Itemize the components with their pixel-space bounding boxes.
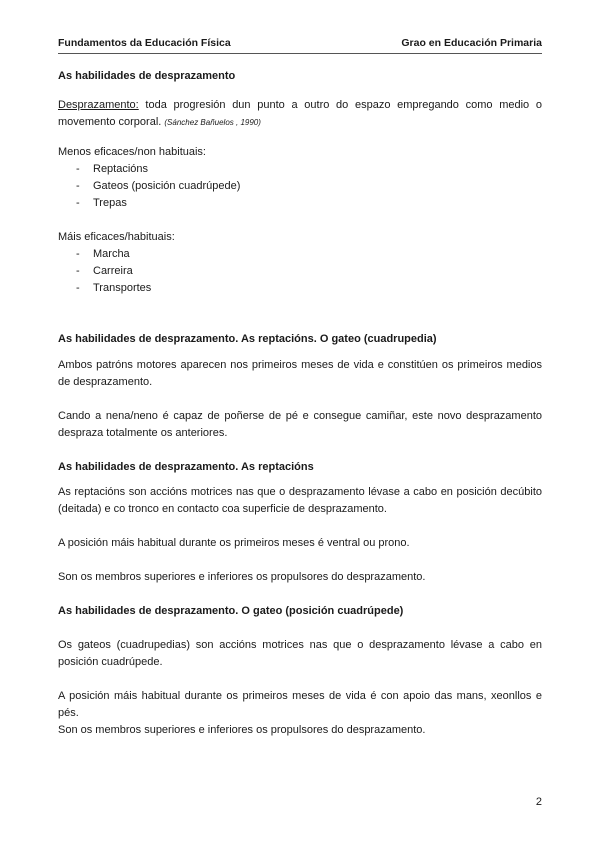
section-heading: As habilidades de desprazamento. O gateo (posición cuadrúpede): [58, 605, 404, 617]
definition-term: Desprazamento:: [58, 99, 139, 111]
list-item: - Transportes: [76, 282, 152, 294]
paragraph: Son os membros superiores e inferiores os propulsores do desprazamento.: [58, 724, 426, 736]
paragraph: Ambos patróns motores aparecen nos primeiros meses de vida e constitúen os primeiros medios de desprazamento.: [58, 359, 542, 388]
list-item: - Carreira: [76, 265, 133, 277]
paragraph: Cando a nena/neno é capaz de poñerse de pé e consegue camiñar, este novo desprazamento despraza totalmente os anteriores.: [58, 410, 542, 439]
header-degree-title: Grao en Educación Primaria: [401, 37, 542, 49]
paragraph: Son os membros superiores e inferiores os propulsores do desprazamento.: [58, 571, 426, 583]
section-heading: As habilidades de desprazamento. As reptacións: [58, 461, 314, 473]
list-item: - Reptacións: [76, 163, 149, 175]
paragraph: As reptacións son accións motrices nas que o desprazamento lévase a cabo en posición decúbito (deitada) e co tronco en contacto coa superficie de desprazamento.: [58, 486, 542, 515]
paragraph: A posición máis habitual durante os primeiros meses de vida é con apoio das mans, xeonllos e pés.: [58, 690, 542, 719]
section-heading: As habilidades de desprazamento. As reptacións. O gateo (cuadrupedia): [58, 333, 437, 345]
list-item: - Marcha: [76, 248, 130, 260]
citation: (Sánchez Bañuelos , 1990): [164, 118, 261, 127]
paragraph: A posición máis habitual durante os primeiros meses é ventral ou prono.: [58, 537, 410, 549]
header-course-title: Fundamentos da Educación Física: [58, 37, 231, 49]
less-effective-label: Menos eficaces/non habituais:: [58, 146, 206, 158]
page-header: [58, 37, 542, 54]
more-effective-label: Máis eficaces/habituais:: [58, 231, 175, 243]
list-item: - Trepas: [76, 197, 127, 209]
list-item: - Gateos (posición cuadrúpede): [76, 180, 241, 192]
page-number: 2: [535, 796, 542, 808]
paragraph: Os gateos (cuadrupedias) son accións motrices nas que o desprazamento lévase a cabo en posición cuadrúpede.: [58, 639, 542, 668]
section-heading: As habilidades de desprazamento: [58, 70, 236, 82]
definition-paragraph: [58, 97, 542, 131]
definition-text: toda progresión dun punto a outro do espazo empregando como medio o movemento corporal.: [58, 99, 542, 128]
less-effective-list: [58, 161, 542, 212]
more-effective-list: [58, 246, 542, 297]
